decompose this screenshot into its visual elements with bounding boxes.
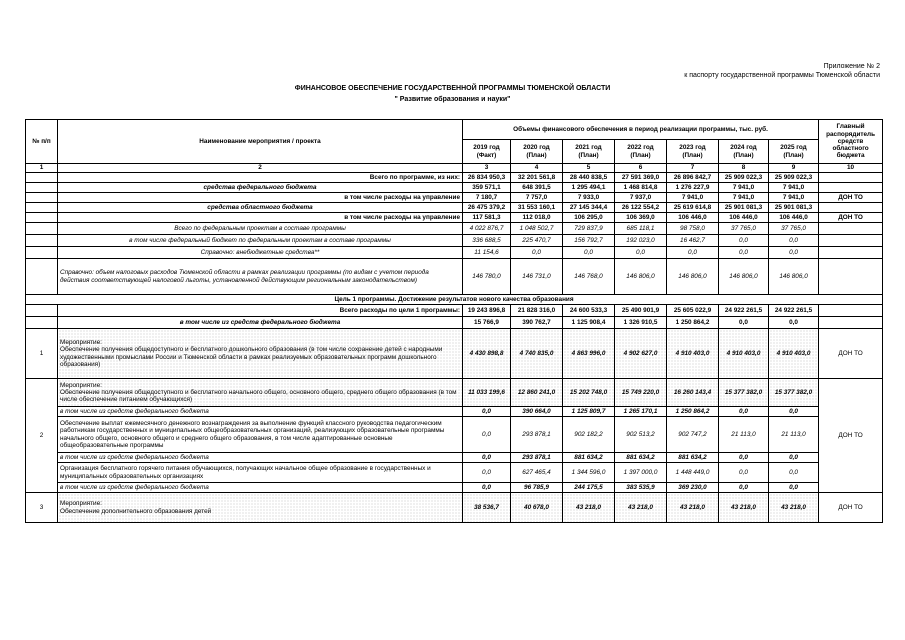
value-cell: 146 768,0 — [563, 259, 615, 295]
value-cell: 146 780,0 — [463, 259, 511, 295]
row-name: Всего расходы по цели 1 программы: — [58, 305, 463, 317]
year-type: (План) — [733, 151, 754, 159]
value-cell: 0,0 — [463, 417, 511, 453]
value-cell: 1 276 227,9 — [667, 183, 719, 193]
value-cell: 0,0 — [563, 247, 615, 259]
activity-num: 1 — [26, 329, 58, 379]
table-row — [26, 173, 883, 183]
appendix-note — [684, 62, 880, 80]
row-name: средства областного бюджета — [58, 203, 463, 213]
value-cell: 7 941,0 — [719, 183, 769, 193]
year-type: (План) — [526, 151, 547, 159]
value-cell: 12 860 241,0 — [511, 379, 563, 407]
activity-name — [58, 453, 463, 463]
appendix-line-2: к паспорту государственной программы Тюменской области — [684, 72, 880, 79]
header-row-index — [26, 164, 883, 173]
value-cell: 7 933,0 — [563, 193, 615, 203]
value-cell: 106 446,0 — [719, 213, 769, 223]
activity-row — [26, 453, 883, 463]
value-cell: 31 553 160,1 — [511, 203, 563, 213]
value-cell: 0,0 — [667, 247, 719, 259]
value-cell: 21 113,0 — [719, 417, 769, 453]
value-cell: 4 863 996,0 — [563, 329, 615, 379]
value-cell: 28 440 838,5 — [563, 173, 615, 183]
year-type: (План) — [578, 151, 599, 159]
row-name: в том числе федеральный бюджет по федеральным проектам в составе программы — [58, 235, 463, 247]
activity-text: Обеспечение дополнительного образования детей — [60, 507, 212, 515]
row-num-cell — [26, 317, 58, 329]
value-cell: 0,0 — [615, 247, 667, 259]
column-index: 10 — [819, 164, 883, 173]
year-label: 2022 год — [627, 144, 654, 152]
value-cell: 146 806,0 — [719, 259, 769, 295]
year-label: 2021 год — [575, 144, 602, 152]
year-type: (План) — [783, 151, 804, 159]
table-row — [26, 235, 883, 247]
value-cell: 0,0 — [463, 453, 511, 463]
value-cell: 0,0 — [719, 317, 769, 329]
value-cell: 729 837,9 — [563, 223, 615, 235]
value-cell: 15 202 748,0 — [563, 379, 615, 407]
value-cell: 627 465,4 — [511, 463, 563, 483]
column-index: 6 — [615, 164, 667, 173]
value-cell: 0,0 — [463, 407, 511, 417]
value-cell: 27 591 369,0 — [615, 173, 667, 183]
row-name: Справочно: объем налоговых расходов Тюменской области в рамках реализации программы (по видам с учетом периода действия соответствующей налоговой льготы, установленной действующим региональным законодательством) — [58, 259, 463, 295]
activity-text: в том числе из средств федерального бюджета — [60, 453, 209, 461]
value-cell: 106 446,0 — [667, 213, 719, 223]
value-cell: 32 201 561,8 — [511, 173, 563, 183]
row-num-cell — [26, 183, 58, 193]
value-cell: 0,0 — [511, 247, 563, 259]
admin-cell — [819, 203, 883, 213]
activity-name — [58, 493, 463, 523]
value-cell: 43 218,0 — [667, 493, 719, 523]
value-cell: 40 678,0 — [511, 493, 563, 523]
value-cell: 293 878,1 — [511, 453, 563, 463]
activity-row — [26, 417, 883, 453]
value-cell: 11 033 199,6 — [463, 379, 511, 407]
column-index: 7 — [667, 164, 719, 173]
row-num-cell — [26, 235, 58, 247]
value-cell: 4 430 898,8 — [463, 329, 511, 379]
value-cell: 881 634,2 — [667, 453, 719, 463]
activity-row — [26, 407, 883, 417]
value-cell: 24 600 533,3 — [563, 305, 615, 317]
table-row — [26, 193, 883, 203]
year-label: 2024 год — [730, 144, 757, 152]
value-cell: 1 468 814,8 — [615, 183, 667, 193]
table-row — [26, 183, 883, 193]
value-cell: 25 490 901,9 — [615, 305, 667, 317]
value-cell: 881 634,2 — [615, 453, 667, 463]
activity-text: Обеспечение получения общедоступного и бесплатного дошкольного образования (в том числе сохранение детей с народными художественными промыслами России и Тюменской области в рамках реализуемых образовательных программ дошкольного образования) — [60, 346, 443, 368]
value-cell: 146 731,0 — [511, 259, 563, 295]
col-header-year — [615, 140, 667, 164]
table-row — [26, 223, 883, 235]
program-name: " Развитие образования и науки" — [394, 96, 511, 103]
row-name: в том числе расходы на управление — [58, 193, 463, 203]
value-cell: 146 806,0 — [615, 259, 667, 295]
activity-num: 3 — [26, 493, 58, 523]
year-label: 2020 год — [523, 144, 550, 152]
admin-cell — [819, 247, 883, 259]
activity-label: Мероприятие: — [60, 381, 102, 389]
value-cell: 336 688,5 — [463, 235, 511, 247]
value-cell: 390 762,7 — [511, 317, 563, 329]
goal-title-row — [26, 295, 883, 305]
value-cell: 7 941,0 — [719, 193, 769, 203]
value-cell: 25 901 081,3 — [719, 203, 769, 213]
value-cell: 7 941,0 — [769, 183, 819, 193]
value-cell: 26 896 842,7 — [667, 173, 719, 183]
value-cell: 15 749 220,0 — [615, 379, 667, 407]
value-cell: 369 230,0 — [667, 483, 719, 493]
row-name: в том числе расходы на управление — [58, 213, 463, 223]
value-cell: 27 145 344,4 — [563, 203, 615, 213]
activity-name — [58, 483, 463, 493]
column-index: 2 — [58, 164, 463, 173]
table-row — [26, 305, 883, 317]
column-index: 5 — [563, 164, 615, 173]
value-cell: 25 605 022,9 — [667, 305, 719, 317]
value-cell: 902 747,2 — [667, 417, 719, 453]
activity-row — [26, 493, 883, 523]
document-title: ФИНАНСОВОЕ ОБЕСПЕЧЕНИЕ ГОСУДАРСТВЕННОЙ ПРОГРАММЫ ТЮМЕНСКОЙ ОБЛАСТИ — [294, 85, 611, 92]
value-cell: 1 125 809,7 — [563, 407, 615, 417]
activity-row — [26, 329, 883, 379]
value-cell: 43 218,0 — [563, 493, 615, 523]
activity-label: Мероприятие: — [60, 339, 102, 347]
value-cell: 192 023,0 — [615, 235, 667, 247]
value-cell: 21 113,0 — [769, 417, 819, 453]
value-cell: 685 118,1 — [615, 223, 667, 235]
value-cell: 902 513,2 — [615, 417, 667, 453]
activity-text: в том числе из средств федерального бюджета — [60, 483, 209, 491]
value-cell: 43 218,0 — [769, 493, 819, 523]
appendix-line-1: Приложение № 2 — [823, 63, 880, 70]
activity-text: Организация бесплатного горячего питания обучающихся, получающих начальное общее образование в государственных и муниципальных образовательных организациях — [60, 465, 431, 480]
activity-row — [26, 379, 883, 407]
col-header-year — [769, 140, 819, 164]
activity-name — [58, 379, 463, 407]
admin-cell: ДОН ТО — [819, 213, 883, 223]
value-cell: 0,0 — [719, 463, 769, 483]
activity-text: Обеспечение выплат ежемесячного денежного вознаграждения за выполнение функций классного руководства педагогическим работникам государственных и муниципальных общеобразовательных организаций, реализующих образовательные программы начального общего, основного общего и среднего общего образования, в том числе адаптированные основные общеобразовательные программы — [60, 420, 445, 449]
value-cell: 7 757,0 — [511, 193, 563, 203]
value-cell: 390 664,0 — [511, 407, 563, 417]
value-cell: 24 922 261,5 — [769, 305, 819, 317]
value-cell: 1 250 864,2 — [667, 317, 719, 329]
value-cell: 1 326 910,5 — [615, 317, 667, 329]
goal-title: Цель 1 программы. Достижение результатов нового качества образования — [26, 295, 883, 305]
table-row — [26, 213, 883, 223]
value-cell: 15 766,9 — [463, 317, 511, 329]
value-cell: 0,0 — [719, 247, 769, 259]
table-row — [26, 317, 883, 329]
value-cell: 26 475 379,2 — [463, 203, 511, 213]
col-header-admin: Главный распорядитель средств областного бюджета — [819, 120, 883, 164]
value-cell: 1 448 449,0 — [667, 463, 719, 483]
activity-admin: ДОН ТО — [819, 379, 883, 493]
table-body — [26, 120, 883, 523]
row-num-cell — [26, 305, 58, 317]
value-cell: 7 941,0 — [769, 193, 819, 203]
table-row — [26, 247, 883, 259]
row-num-cell — [26, 223, 58, 235]
year-type: (Факт) — [476, 151, 497, 159]
admin-cell — [819, 259, 883, 295]
column-index: 8 — [719, 164, 769, 173]
column-index: 1 — [26, 164, 58, 173]
value-cell: 359 571,1 — [463, 183, 511, 193]
col-header-num: № п/п — [26, 120, 58, 164]
header-row-1 — [26, 120, 883, 140]
activity-text: в том числе из средств федерального бюджета — [60, 407, 209, 415]
row-num-cell — [26, 203, 58, 213]
value-cell: 1 295 494,1 — [563, 183, 615, 193]
table-row — [26, 203, 883, 213]
value-cell: 25 909 022,3 — [769, 173, 819, 183]
col-header-year — [563, 140, 615, 164]
value-cell: 4 902 627,0 — [615, 329, 667, 379]
value-cell: 37 765,0 — [719, 223, 769, 235]
value-cell: 0,0 — [463, 483, 511, 493]
value-cell: 117 581,3 — [463, 213, 511, 223]
value-cell: 0,0 — [719, 235, 769, 247]
value-cell: 146 806,0 — [769, 259, 819, 295]
value-cell: 106 295,0 — [563, 213, 615, 223]
value-cell: 106 446,0 — [769, 213, 819, 223]
activity-name — [58, 329, 463, 379]
value-cell: 648 391,5 — [511, 183, 563, 193]
value-cell: 38 536,7 — [463, 493, 511, 523]
year-type: (План) — [682, 151, 703, 159]
col-header-name: Наименование мероприятия / проекта — [58, 120, 463, 164]
value-cell: 25 901 081,3 — [769, 203, 819, 213]
value-cell: 7 937,0 — [615, 193, 667, 203]
value-cell: 98 758,0 — [667, 223, 719, 235]
value-cell: 383 535,9 — [615, 483, 667, 493]
admin-cell — [819, 223, 883, 235]
row-num-cell — [26, 259, 58, 295]
value-cell: 96 785,9 — [511, 483, 563, 493]
value-cell: 21 828 316,0 — [511, 305, 563, 317]
value-cell: 4 022 876,7 — [463, 223, 511, 235]
value-cell: 902 182,2 — [563, 417, 615, 453]
value-cell: 0,0 — [769, 317, 819, 329]
value-cell: 43 218,0 — [719, 493, 769, 523]
value-cell: 24 922 261,5 — [719, 305, 769, 317]
row-num-cell — [26, 193, 58, 203]
row-name: средства федерального бюджета — [58, 183, 463, 193]
value-cell: 0,0 — [769, 483, 819, 493]
value-cell: 25 909 022,3 — [719, 173, 769, 183]
value-cell: 0,0 — [769, 463, 819, 483]
col-header-financing: Объемы финансового обеспечения в период реализации программы, тыс. руб. — [463, 120, 819, 140]
value-cell: 0,0 — [769, 407, 819, 417]
row-name: в том числе из средств федерального бюджета — [58, 317, 463, 329]
value-cell: 0,0 — [719, 407, 769, 417]
row-num-cell — [26, 213, 58, 223]
col-header-year — [667, 140, 719, 164]
admin-cell: ДОН ТО — [819, 193, 883, 203]
value-cell: 15 377 382,0 — [769, 379, 819, 407]
value-cell: 11 154,6 — [463, 247, 511, 259]
value-cell: 4 910 403,0 — [667, 329, 719, 379]
admin-cell — [819, 183, 883, 193]
activity-name — [58, 407, 463, 417]
admin-cell — [819, 305, 883, 317]
value-cell: 19 243 896,8 — [463, 305, 511, 317]
value-cell: 1 397 000,0 — [615, 463, 667, 483]
activity-admin: ДОН ТО — [819, 329, 883, 379]
value-cell: 1 125 908,4 — [563, 317, 615, 329]
value-cell: 0,0 — [769, 235, 819, 247]
value-cell: 225 470,7 — [511, 235, 563, 247]
row-name: Справочно: внебюджетные средства** — [58, 247, 463, 259]
financing-table — [25, 119, 883, 523]
row-name: Всего по программе, из них: — [58, 173, 463, 183]
value-cell: 15 377 382,0 — [719, 379, 769, 407]
value-cell: 1 250 864,2 — [667, 407, 719, 417]
value-cell: 293 878,1 — [511, 417, 563, 453]
value-cell: 16 462,7 — [667, 235, 719, 247]
activity-name — [58, 463, 463, 483]
admin-cell — [819, 317, 883, 329]
value-cell: 106 369,0 — [615, 213, 667, 223]
row-num-cell — [26, 173, 58, 183]
value-cell: 4 740 835,0 — [511, 329, 563, 379]
year-type: (План) — [630, 151, 651, 159]
value-cell: 1 344 596,0 — [563, 463, 615, 483]
value-cell: 43 218,0 — [615, 493, 667, 523]
value-cell: 4 910 403,0 — [769, 329, 819, 379]
value-cell: 0,0 — [463, 463, 511, 483]
value-cell: 37 765,0 — [769, 223, 819, 235]
activity-label: Мероприятие: — [60, 500, 102, 508]
year-label: 2025 год — [780, 144, 807, 152]
admin-cell — [819, 235, 883, 247]
activity-row — [26, 483, 883, 493]
value-cell: 16 260 143,4 — [667, 379, 719, 407]
column-index: 9 — [769, 164, 819, 173]
year-label: 2019 год — [473, 144, 500, 152]
col-header-year — [511, 140, 563, 164]
table-row — [26, 259, 883, 295]
value-cell: 0,0 — [719, 483, 769, 493]
activity-row — [26, 463, 883, 483]
row-num-cell — [26, 247, 58, 259]
value-cell: 0,0 — [769, 247, 819, 259]
value-cell: 112 018,0 — [511, 213, 563, 223]
value-cell: 26 834 950,3 — [463, 173, 511, 183]
row-name: Всего по федеральным проектам в составе программы — [58, 223, 463, 235]
value-cell: 156 792,7 — [563, 235, 615, 247]
value-cell: 26 122 554,2 — [615, 203, 667, 213]
value-cell: 0,0 — [769, 453, 819, 463]
col-header-year — [463, 140, 511, 164]
value-cell: 1 048 502,7 — [511, 223, 563, 235]
value-cell: 244 175,5 — [563, 483, 615, 493]
activity-admin: ДОН ТО — [819, 493, 883, 523]
value-cell: 7 180,7 — [463, 193, 511, 203]
value-cell: 0,0 — [719, 453, 769, 463]
activity-num: 2 — [26, 379, 58, 493]
admin-cell — [819, 173, 883, 183]
value-cell: 1 265 170,1 — [615, 407, 667, 417]
activity-name — [58, 417, 463, 453]
value-cell: 4 910 403,0 — [719, 329, 769, 379]
col-header-year — [719, 140, 769, 164]
value-cell: 25 619 614,8 — [667, 203, 719, 213]
year-label: 2023 год — [679, 144, 706, 152]
value-cell: 881 634,2 — [563, 453, 615, 463]
column-index: 3 — [463, 164, 511, 173]
value-cell: 7 941,0 — [667, 193, 719, 203]
value-cell: 146 806,0 — [667, 259, 719, 295]
activity-text: Обеспечение получения общедоступного и бесплатного начального общего, основного общего, среднего общего образования (в том числе обеспечение питанием обучающихся) — [60, 388, 457, 404]
column-index: 4 — [511, 164, 563, 173]
